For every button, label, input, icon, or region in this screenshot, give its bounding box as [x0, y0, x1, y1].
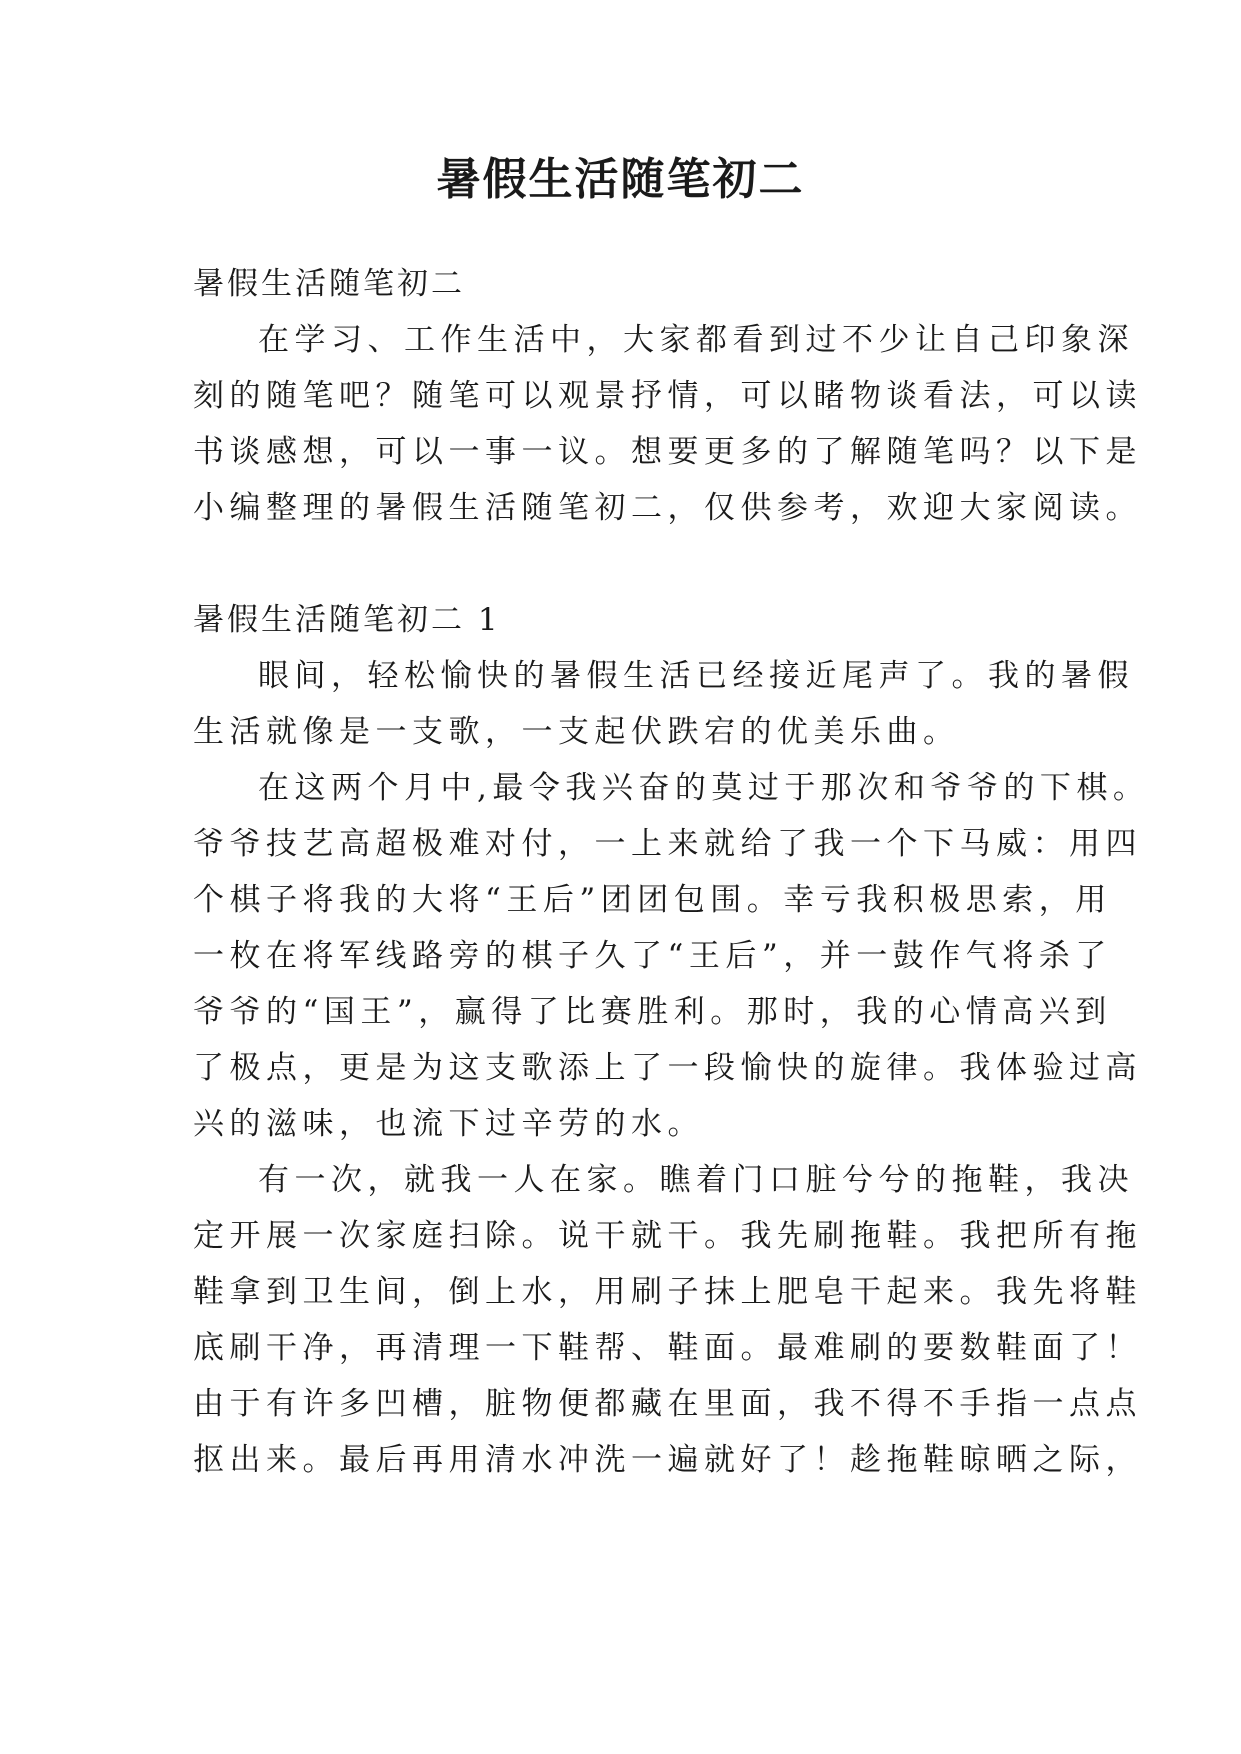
- document-body: [193, 256, 1150, 1488]
- paragraph-line: 定开展一次家庭扫除。说干就干。我先刷拖鞋。我把所有拖: [193, 1218, 1142, 1254]
- paragraph-line: 一枚在将军线路旁的棋子久了“王后”，并一鼓作气将杀了: [193, 938, 1112, 974]
- paragraph-line: 抠出来。最后再用清水冲洗一遍就好了！趁拖鞋晾晒之际，: [193, 1442, 1142, 1478]
- section-spacer: [193, 536, 1053, 592]
- intro-heading: 暑假生活随笔初二: [193, 266, 465, 302]
- intro-line: 书谈感想，可以一事一议。想要更多的了解随笔吗？以下是: [193, 434, 1142, 470]
- intro-line: 刻的随笔吧？随笔可以观景抒情，可以睹物谈看法，可以读: [193, 378, 1142, 414]
- paragraph-line: 由于有许多凹槽，脏物便都藏在里面，我不得不手指一点点: [193, 1386, 1142, 1422]
- paragraph-line: 底刷干净，再清理一下鞋帮、鞋面。最难刷的要数鞋面了！: [193, 1330, 1142, 1366]
- paragraph-line: 有一次，就我一人在家。瞧着门口脏兮兮的拖鞋，我决: [258, 1162, 1134, 1198]
- paragraph-line: 个棋子将我的大将“王后”团团包围。幸亏我积极思索，用: [193, 882, 1112, 918]
- paragraph-line: 在这两个月中,最令我兴奋的莫过于那次和爷爷的下棋。: [258, 770, 1150, 806]
- paragraph-line: 眼间，轻松愉快的暑假生活已经接近尾声了。我的暑假: [258, 658, 1134, 694]
- document-title: 暑假生活随笔初二: [436, 154, 805, 205]
- paragraph-line: 生活就像是一支歌，一支起伏跌宕的优美乐曲。: [193, 714, 960, 750]
- paragraph-line: 爷爷技艺高超极难对付，一上来就给了我一个下马威：用四: [193, 826, 1142, 862]
- intro-line: 小编整理的暑假生活随笔初二，仅供参考，欢迎大家阅读。: [193, 490, 1142, 526]
- paragraph-line: 兴的滋味，也流下过辛劳的水。: [193, 1106, 704, 1142]
- paragraph-line: 了极点，更是为这支歌添上了一段愉快的旋律。我体验过高: [193, 1050, 1142, 1086]
- paragraph-line: 爷爷的“国王”，赢得了比赛胜利。那时，我的心情高兴到: [193, 994, 1112, 1030]
- intro-line: 在学习、工作生活中，大家都看到过不少让自己印象深: [258, 322, 1134, 358]
- paragraph-line: 鞋拿到卫生间，倒上水，用刷子抹上肥皂干起来。我先将鞋: [193, 1274, 1142, 1310]
- section-heading: 暑假生活随笔初二 1: [193, 602, 501, 638]
